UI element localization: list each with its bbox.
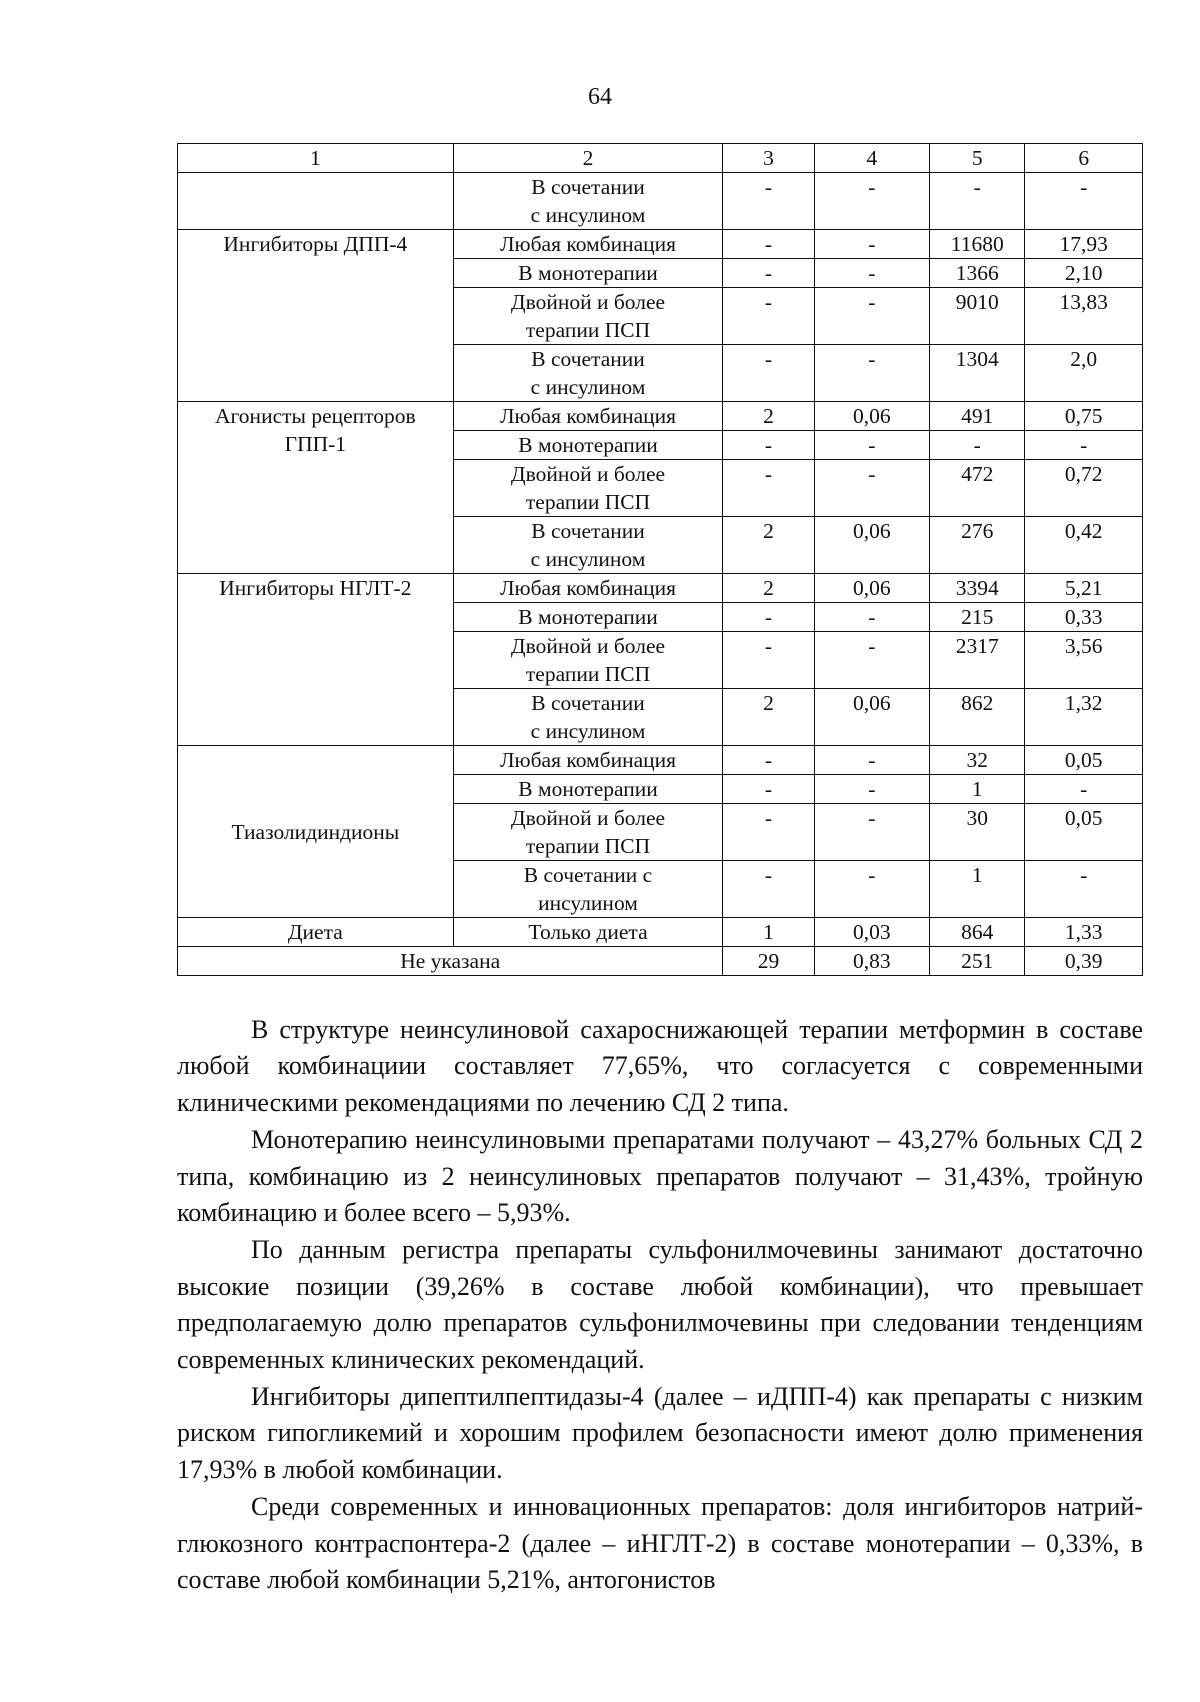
header-cell: 6 xyxy=(1025,144,1143,173)
value-cell: 0,83 xyxy=(814,947,930,976)
value-cell: 0,05 xyxy=(1025,804,1143,861)
table-row xyxy=(178,574,1143,603)
therapy-type-cell: Любая комбинация xyxy=(453,402,723,431)
header-cell: 4 xyxy=(814,144,930,173)
value-cell: - xyxy=(814,345,930,402)
paragraph: По данным регистра препараты сульфонилмочевины занимают достаточно высокие позиции (39,26% в составе любой комбинации), что превышает предполагаемую долю препаратов сульфонилмочевины при следовании тенденциям современных клинических рекомендаций. xyxy=(177,1235,1143,1374)
value-cell: 2,0 xyxy=(1025,345,1143,402)
table-row xyxy=(178,746,1143,775)
value-cell: 3394 xyxy=(930,574,1025,603)
therapy-type-cell: В монотерапии xyxy=(453,431,723,460)
value-cell: 276 xyxy=(930,517,1025,574)
therapy-type-cell: В монотерапии xyxy=(453,603,723,632)
drug-group-cell: Диета xyxy=(178,918,454,947)
value-cell: 215 xyxy=(930,603,1025,632)
paragraph: Ингибиторы дипептилпептидазы-4 (далее – иДПП-4) как препараты с низким риском гипогликемий и хорошим профилем безопасности имеют долю применения 17,93% в любой комбинации. xyxy=(177,1382,1143,1484)
therapy-type-cell: В монотерапии xyxy=(453,259,723,288)
value-cell: 0,06 xyxy=(814,574,930,603)
value-cell: - xyxy=(723,173,814,230)
not-specified-cell: Не указана xyxy=(178,947,723,976)
value-cell: - xyxy=(723,345,814,402)
value-cell: 1366 xyxy=(930,259,1025,288)
value-cell: - xyxy=(723,259,814,288)
value-cell: - xyxy=(723,804,814,861)
therapy-type-cell: В сочетании с инсулином xyxy=(453,861,723,918)
therapy-type-cell: В сочетании с инсулином xyxy=(453,173,723,230)
therapy-type-cell: Любая комбинация xyxy=(453,746,723,775)
value-cell: 17,93 xyxy=(1025,230,1143,259)
drug-group-cell: Тиазолидиндионы xyxy=(178,746,454,918)
value-cell: 3,56 xyxy=(1025,632,1143,689)
value-cell: 1,33 xyxy=(1025,918,1143,947)
therapy-type-cell: Двойной и более терапии ПСП xyxy=(453,804,723,861)
drug-group-cell: Ингибиторы НГЛТ-2 xyxy=(178,574,454,746)
header-cell: 5 xyxy=(930,144,1025,173)
value-cell: 0,03 xyxy=(814,918,930,947)
value-cell: 1 xyxy=(723,918,814,947)
value-cell: - xyxy=(723,230,814,259)
therapy-type-cell: Любая комбинация xyxy=(453,230,723,259)
drug-group-cell: Агонисты рецепторов ГПП-1 xyxy=(178,402,454,574)
value-cell: 30 xyxy=(930,804,1025,861)
value-cell: 0,06 xyxy=(814,689,930,746)
table-row xyxy=(178,918,1143,947)
value-cell: 2 xyxy=(723,402,814,431)
header-cell: 3 xyxy=(723,144,814,173)
value-cell: - xyxy=(814,259,930,288)
therapy-type-cell: Любая комбинация xyxy=(453,574,723,603)
value-cell: 0,06 xyxy=(814,402,930,431)
therapy-type-cell: В сочетании с инсулином xyxy=(453,345,723,402)
value-cell: - xyxy=(930,431,1025,460)
value-cell: 1 xyxy=(930,775,1025,804)
value-cell: - xyxy=(1025,775,1143,804)
therapy-type-cell: Только диета xyxy=(453,918,723,947)
value-cell: - xyxy=(814,746,930,775)
value-cell: 251 xyxy=(930,947,1025,976)
value-cell: - xyxy=(814,603,930,632)
value-cell: - xyxy=(814,431,930,460)
table-row xyxy=(178,173,1143,230)
value-cell: - xyxy=(814,173,930,230)
value-cell: 864 xyxy=(930,918,1025,947)
value-cell: - xyxy=(814,460,930,517)
value-cell: 0,72 xyxy=(1025,460,1143,517)
header-cell: 1 xyxy=(178,144,454,173)
value-cell: - xyxy=(814,632,930,689)
value-cell: - xyxy=(1025,861,1143,918)
value-cell: - xyxy=(723,431,814,460)
therapy-type-cell: В монотерапии xyxy=(453,775,723,804)
paragraph: В структуре неинсулиновой сахароснижающей терапии метформин в составе любой комбинациии составляет 77,65%, что согласуется с современными клиническими рекомендациями по лечению СД 2 типа. xyxy=(177,1015,1143,1117)
therapy-table xyxy=(177,143,1143,976)
value-cell: 2317 xyxy=(930,632,1025,689)
therapy-type-cell: В сочетании с инсулином xyxy=(453,517,723,574)
value-cell: 1304 xyxy=(930,345,1025,402)
value-cell: - xyxy=(814,288,930,345)
value-cell: 11680 xyxy=(930,230,1025,259)
value-cell: 1 xyxy=(930,861,1025,918)
value-cell: 0,39 xyxy=(1025,947,1143,976)
therapy-type-cell: Двойной и более терапии ПСП xyxy=(453,288,723,345)
value-cell: 2 xyxy=(723,574,814,603)
value-cell: 862 xyxy=(930,689,1025,746)
value-cell: - xyxy=(814,861,930,918)
empty-cell xyxy=(178,173,454,230)
value-cell: 32 xyxy=(930,746,1025,775)
drug-group-cell: Ингибиторы ДПП-4 xyxy=(178,230,454,402)
paragraph: Монотерапию неинсулиновыми препаратами получают – 43,27% больных СД 2 типа, комбинацию из 2 неинсулиновых препаратов получают – 31,43%, тройную комбинацию и более всего – 5,93%. xyxy=(177,1125,1143,1228)
table-body xyxy=(178,144,1143,976)
value-cell: 0,33 xyxy=(1025,603,1143,632)
value-cell: - xyxy=(723,603,814,632)
value-cell: - xyxy=(723,746,814,775)
value-cell: - xyxy=(814,804,930,861)
value-cell: 9010 xyxy=(930,288,1025,345)
therapy-type-cell: Двойной и более терапии ПСП xyxy=(453,460,723,517)
value-cell: 0,42 xyxy=(1025,517,1143,574)
value-cell: - xyxy=(723,775,814,804)
value-cell: 2,10 xyxy=(1025,259,1143,288)
value-cell: 29 xyxy=(723,947,814,976)
table-row xyxy=(178,402,1143,431)
value-cell: 472 xyxy=(930,460,1025,517)
value-cell: - xyxy=(723,861,814,918)
value-cell: 0,06 xyxy=(814,517,930,574)
table-header-row xyxy=(178,144,1143,173)
value-cell: 1,32 xyxy=(1025,689,1143,746)
value-cell: 13,83 xyxy=(1025,288,1143,345)
value-cell: - xyxy=(1025,173,1143,230)
value-cell: - xyxy=(723,460,814,517)
table-row xyxy=(178,230,1143,259)
body-text xyxy=(177,1012,1143,1600)
value-cell: 0,75 xyxy=(1025,402,1143,431)
value-cell: - xyxy=(814,775,930,804)
value-cell: 491 xyxy=(930,402,1025,431)
table-footer-row xyxy=(178,947,1143,976)
therapy-type-cell: В сочетании с инсулином xyxy=(453,689,723,746)
value-cell: 2 xyxy=(723,689,814,746)
value-cell: - xyxy=(723,288,814,345)
paragraph: Среди современных и инновационных препаратов: доля ингибиторов натрий-глюкозного контраспонтера-2 (далее – иНГЛТ-2) в составе монотерапии – 0,33%, в составе любой комбинации 5,21%, антогонистов xyxy=(177,1492,1143,1595)
value-cell: 0,05 xyxy=(1025,746,1143,775)
value-cell: - xyxy=(814,230,930,259)
value-cell: - xyxy=(723,632,814,689)
value-cell: - xyxy=(1025,431,1143,460)
value-cell: 5,21 xyxy=(1025,574,1143,603)
therapy-type-cell: Двойной и более терапии ПСП xyxy=(453,632,723,689)
value-cell: - xyxy=(930,173,1025,230)
header-cell: 2 xyxy=(453,144,723,173)
value-cell: 2 xyxy=(723,517,814,574)
page-number: 64 xyxy=(588,84,612,110)
